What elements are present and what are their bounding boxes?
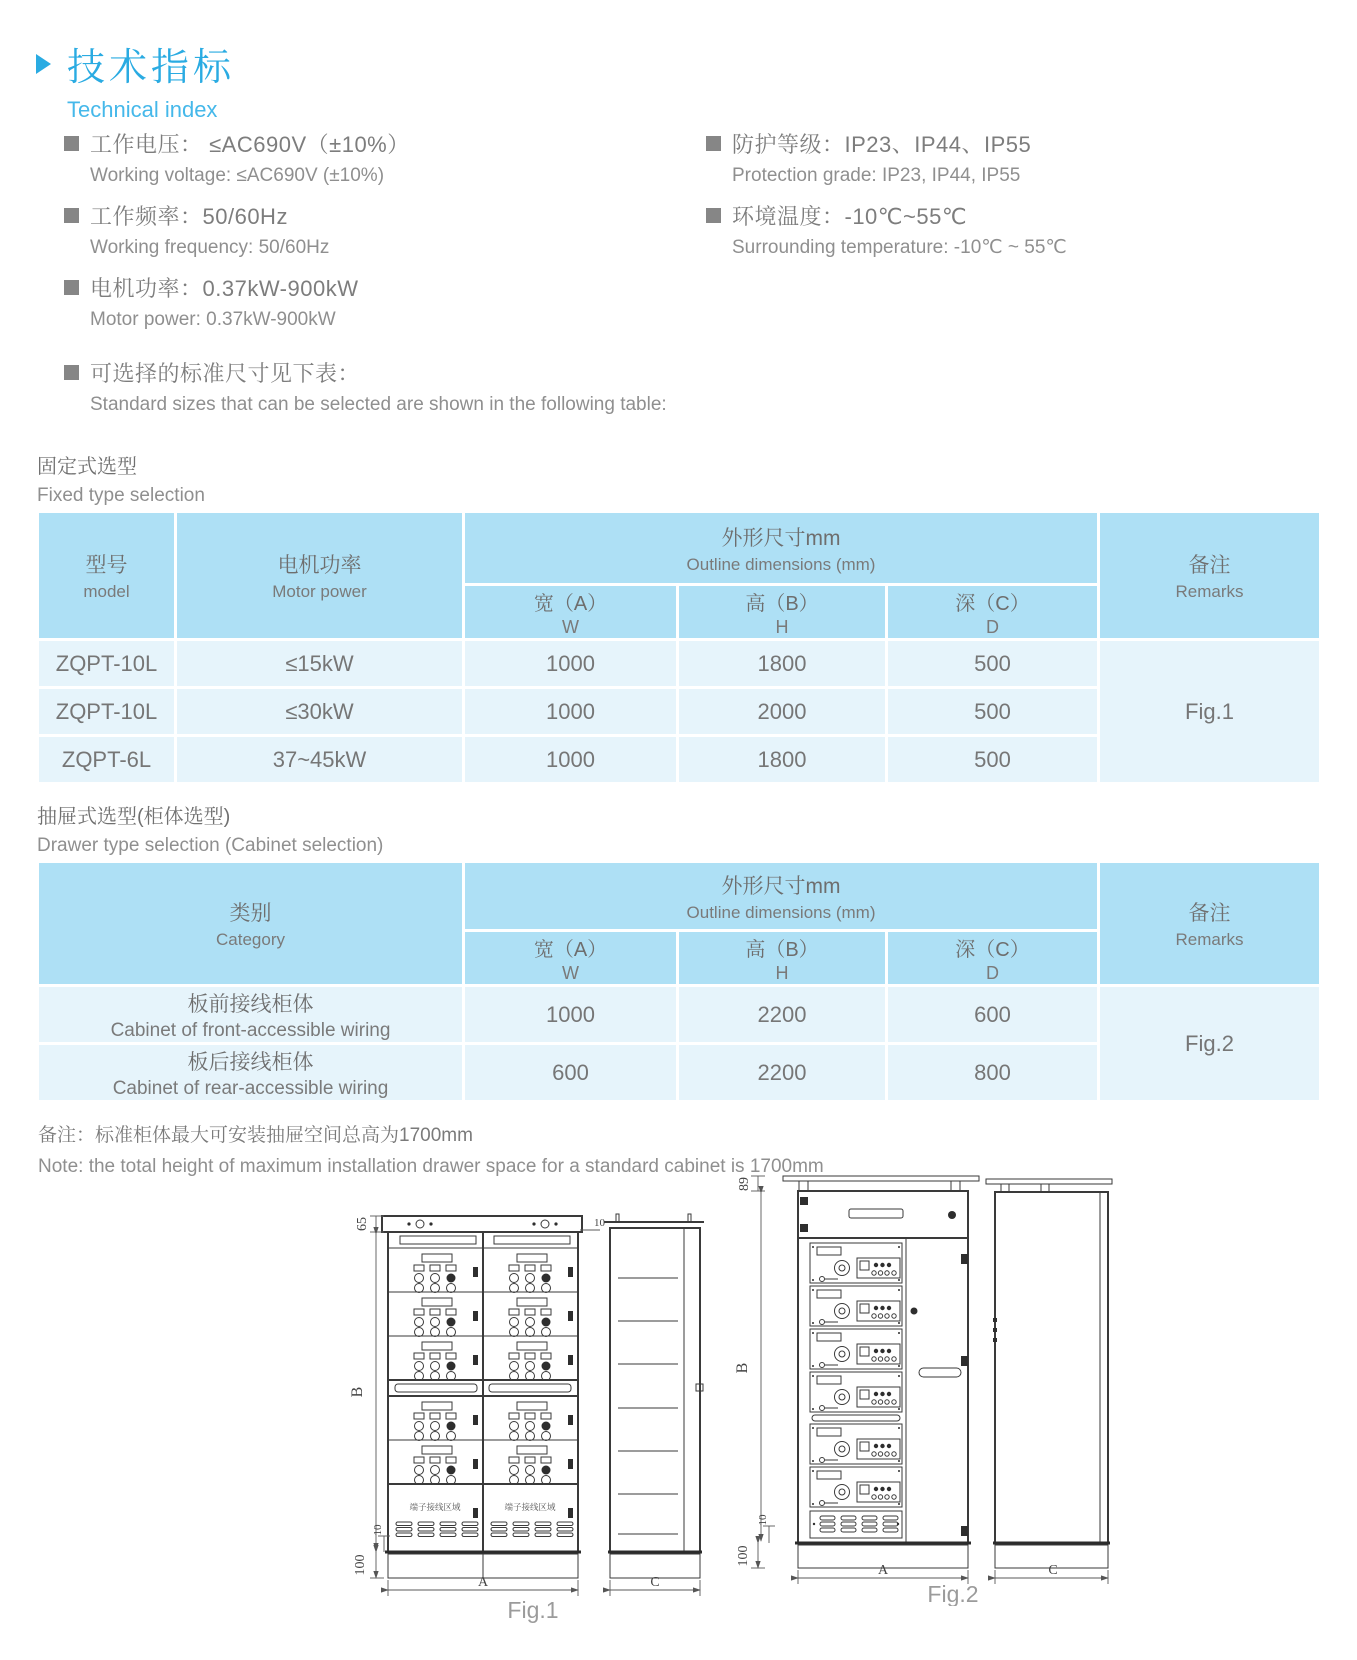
spec-en-label: Working frequency: 50/60Hz — [90, 237, 330, 258]
bullet-square-icon — [64, 365, 79, 380]
col-header-width-a — [465, 932, 676, 984]
header-en: Remarks — [1175, 582, 1244, 601]
section-label-zh: 抽屉式选型(柜体选型) — [37, 806, 231, 828]
cell-height: 2200 — [679, 987, 885, 1042]
cell-motor: ≤15kW — [177, 641, 462, 686]
fig2-dim-89: 89 — [737, 1177, 752, 1191]
header-zh: 深（C） — [955, 938, 1030, 961]
cell-model: ZQPT-6L — [39, 737, 174, 782]
spec-column-right — [706, 127, 1306, 271]
fig2-dim-100: 100 — [736, 1545, 751, 1567]
spec-column-left — [64, 127, 684, 343]
col-header-height-b — [679, 586, 885, 638]
cell-model: ZQPT-10L — [39, 689, 174, 734]
col-header-depth-c — [888, 932, 1097, 984]
page-subtitle: Technical index — [67, 97, 218, 122]
fig1-dim-10-bottom: 10 — [372, 1524, 384, 1536]
spec-zh-label: 防护等级：IP23、IP44、IP55 — [732, 131, 1032, 157]
cell-depth: 500 — [888, 689, 1097, 734]
header-en: Category — [216, 930, 285, 949]
fig1-side-view — [604, 1214, 704, 1578]
category-zh: 板前接线柜体 — [187, 992, 314, 1016]
fig2-side-view — [986, 1179, 1112, 1568]
figure-fig1-drawing — [338, 1138, 718, 1623]
section-label-en: Drawer type selection (Cabinet selection) — [37, 835, 384, 856]
fig1-front-view — [382, 1216, 582, 1578]
spec-item-frequency — [64, 199, 684, 261]
col-header-motor-power — [177, 513, 462, 638]
spec-zh-label: 环境温度：-10℃~55℃ — [732, 203, 968, 229]
col-header-model — [39, 513, 174, 638]
col-header-outline-dimensions — [465, 863, 1097, 929]
header-zh: 高（B） — [745, 592, 819, 615]
page-title: 技术指标 — [67, 47, 236, 89]
header-en: Outline dimensions (mm) — [686, 902, 876, 922]
col-header-category — [39, 863, 462, 984]
header-zh: 外形尺寸mm — [721, 526, 841, 550]
fig1-terminal-label: 端子接线区域 — [409, 1502, 461, 1512]
figure-fig2-drawing — [723, 1106, 1123, 1606]
header-zh: 宽（A） — [533, 938, 608, 961]
spec-en-label: Protection grade: IP23, IP44, IP55 — [732, 165, 1021, 186]
header-zh: 宽（A） — [533, 592, 608, 615]
header-en: Remarks — [1175, 930, 1244, 949]
spec-zh-label: 工作电压： ≤AC690V（±10%） — [90, 131, 410, 157]
cell-remark-fig1: Fig.1 — [1100, 641, 1319, 782]
cell-model: ZQPT-10L — [39, 641, 174, 686]
note-en: Note: the total height of maximum installation drawer space for a standard cabinet is 1700mm — [38, 1156, 824, 1177]
header-en: D — [986, 616, 999, 637]
fig1-dim-a: A — [477, 1575, 489, 1590]
drawer-type-table — [36, 860, 1322, 1103]
bullet-square-icon — [706, 136, 721, 151]
fig1-dim-b: B — [349, 1386, 366, 1398]
cell-remark-fig2: Fig.2 — [1100, 987, 1319, 1100]
cell-height: 2000 — [679, 689, 885, 734]
fig2-dim-b: B — [734, 1362, 751, 1374]
spec-item-standard-sizes — [64, 356, 964, 428]
col-header-height-b — [679, 932, 885, 984]
section-arrow-icon — [36, 54, 51, 74]
drawer-selection-section-label — [37, 800, 383, 857]
header-en: W — [562, 962, 580, 983]
spec-zh-label: 可选择的标准尺寸见下表： — [90, 360, 361, 386]
fig1-dim-65: 65 — [355, 1217, 370, 1231]
fig1-terminal-label: 端子接线区域 — [504, 1502, 556, 1512]
cell-width: 1000 — [465, 689, 676, 734]
spec-item-protection — [706, 127, 1306, 189]
header-en: D — [986, 962, 1000, 983]
header-en: W — [562, 616, 579, 637]
col-header-remarks — [1100, 863, 1319, 984]
header-zh: 深（C） — [955, 592, 1030, 615]
header-zh: 电机功率 — [277, 554, 362, 577]
spec-item-motor-power — [64, 271, 684, 333]
col-header-width-a — [465, 586, 676, 638]
section-label-zh: 固定式选型 — [37, 456, 137, 478]
fixed-type-table — [36, 510, 1322, 785]
bullet-square-icon — [64, 280, 79, 295]
spec-en-label: Surrounding temperature: -10℃ ~ 55℃ — [732, 237, 1067, 258]
header-en: model — [83, 582, 130, 601]
col-header-depth-c — [888, 586, 1097, 638]
col-header-remarks — [1100, 513, 1319, 638]
cell-width: 1000 — [465, 987, 676, 1042]
spec-en-label: Standard sizes that can be selected are shown in the following table: — [90, 394, 667, 415]
col-header-outline-dimensions — [465, 513, 1097, 583]
cell-category — [39, 1045, 462, 1100]
cell-depth: 500 — [888, 737, 1097, 782]
fig2-front-view — [783, 1176, 979, 1568]
cell-depth: 600 — [888, 987, 1097, 1042]
cell-category — [39, 987, 462, 1042]
bullet-square-icon — [64, 208, 79, 223]
category-zh: 板后接线柜体 — [187, 1050, 314, 1074]
cell-motor: 37~45kW — [177, 737, 462, 782]
cell-depth: 800 — [888, 1045, 1097, 1100]
header-en: Outline dimensions (mm) — [686, 554, 876, 574]
fig2-dim-c: C — [1048, 1563, 1058, 1578]
header-en: H — [775, 616, 789, 637]
cell-height: 1800 — [679, 641, 885, 686]
header-en: H — [775, 962, 789, 983]
header-zh: 备注 — [1188, 554, 1231, 577]
note-zh: 备注：标准柜体最大可安装抽屉空间总高为1700mm — [38, 1125, 473, 1146]
fig1-dim-100: 100 — [353, 1554, 368, 1576]
cell-depth: 500 — [888, 641, 1097, 686]
table-row — [39, 987, 1319, 1042]
spec-item-voltage — [64, 127, 684, 189]
header-en: Motor power — [272, 582, 367, 601]
bullet-square-icon — [64, 136, 79, 151]
page-header — [36, 36, 235, 123]
spec-zh-label: 工作频率：50/60Hz — [90, 203, 288, 229]
fixed-selection-section-label — [37, 450, 205, 507]
header-zh: 类别 — [229, 902, 272, 925]
cell-height: 1800 — [679, 737, 885, 782]
header-zh: 高（B） — [745, 938, 819, 961]
fig2-dim-10: 10 — [757, 1514, 769, 1526]
spec-en-label: Working voltage: ≤AC690V (±10%) — [90, 165, 385, 186]
category-en: Cabinet of front-accessible wiring — [110, 1019, 391, 1041]
header-zh: 备注 — [1188, 902, 1231, 925]
fig2-caption: Fig.2 — [927, 1581, 979, 1606]
cell-width: 1000 — [465, 641, 676, 686]
spec-zh-label: 电机功率：0.37kW-900kW — [90, 275, 359, 301]
fig1-dimensions — [349, 1216, 700, 1596]
bullet-square-icon — [706, 208, 721, 223]
fig2-dim-a: A — [877, 1563, 889, 1578]
cell-motor: ≤30kW — [177, 689, 462, 734]
cell-width: 600 — [465, 1045, 676, 1100]
header-zh: 型号 — [85, 554, 128, 577]
header-zh: 外形尺寸mm — [721, 874, 841, 898]
section-label-en: Fixed type selection — [37, 485, 205, 506]
cell-width: 1000 — [465, 737, 676, 782]
table-row — [39, 641, 1319, 686]
spec-item-temperature — [706, 199, 1306, 261]
category-en: Cabinet of rear-accessible wiring — [112, 1077, 389, 1099]
fig1-dim-c: C — [650, 1575, 660, 1590]
cell-height: 2200 — [679, 1045, 885, 1100]
fig1-caption: Fig.1 — [507, 1597, 559, 1623]
fig1-dim-10-top: 10 — [594, 1217, 605, 1229]
spec-en-label: Motor power: 0.37kW-900kW — [90, 309, 336, 330]
